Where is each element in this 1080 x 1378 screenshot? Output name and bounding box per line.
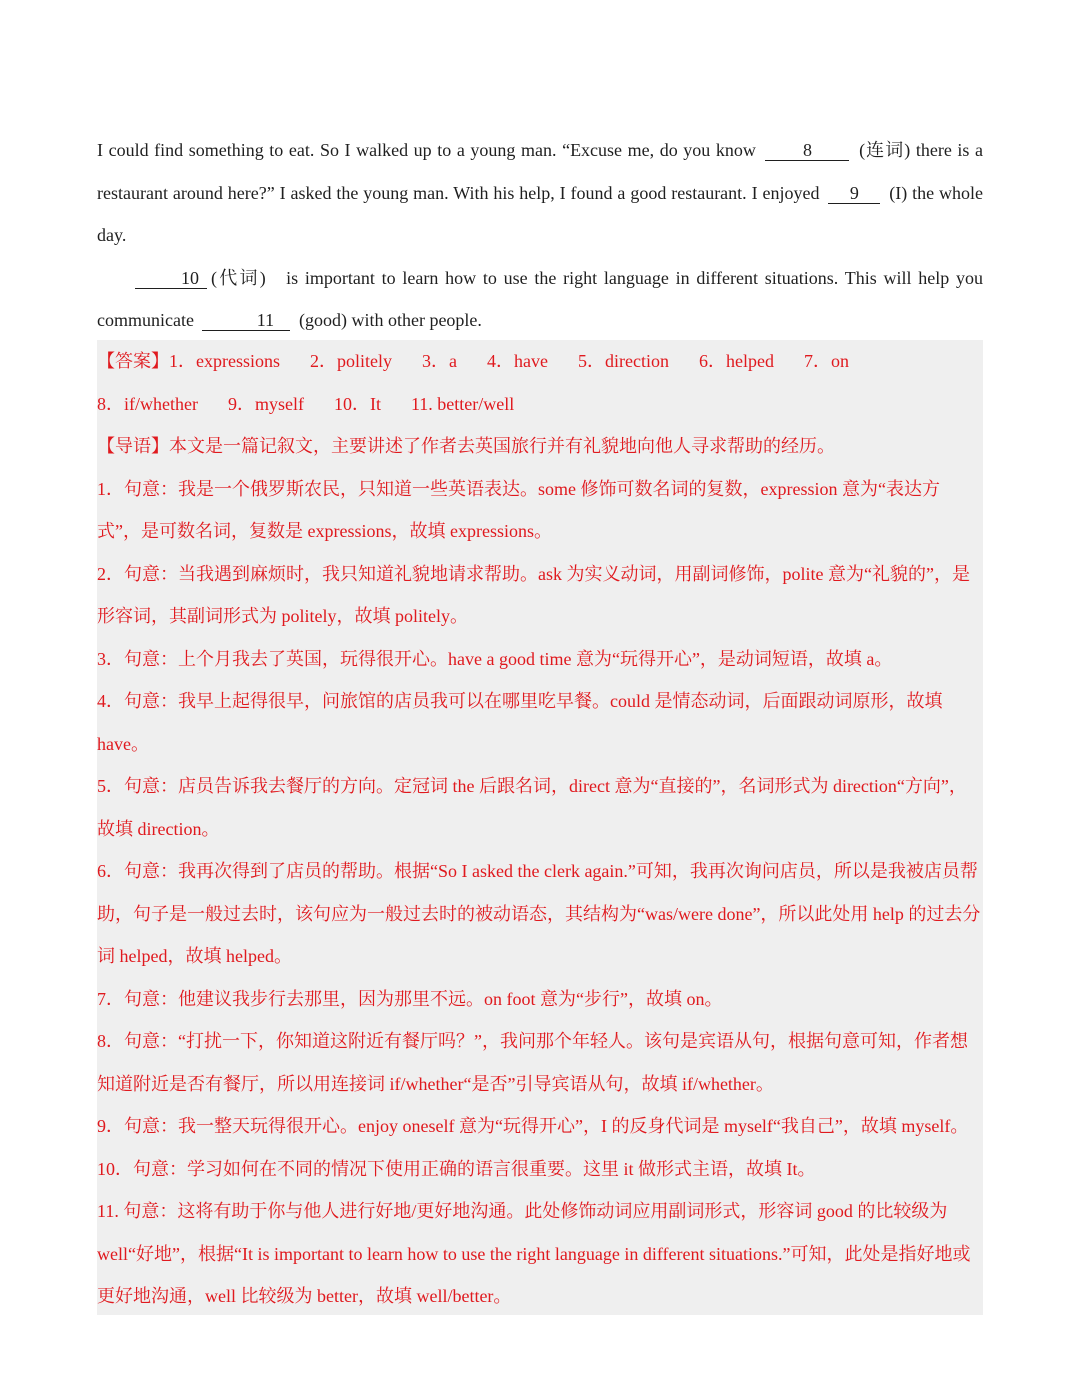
blank-11: 11 xyxy=(202,310,290,331)
explanation-5: 5．句意：店员告诉我去餐厅的方向。定冠词 the 后跟名词，direct 意为“直接的”，名词形式为 direction“方向”，故填 direction。 xyxy=(97,776,967,839)
answer-item: 7．on xyxy=(803,351,849,371)
passage-p2-mid: (代词) is important to learn how to use the right language in different situations. This will help you communicate xyxy=(97,267,983,330)
explanation-8: 8．句意：“打扰一下，你知道这附近有餐厅吗？”，我问那个年轻人。该句是宾语从句，根据句意可知，作者想知道附近是否有餐厅，所以用连接词 if/whether“是否”引导宾语从句，故填 if/whether。 xyxy=(97,1031,968,1094)
passage-text xyxy=(97,129,983,342)
explanation-7: 7．句意：他建议我步行去那里，因为那里不远。on foot 意为“步行”，故填 on。 xyxy=(97,988,723,1009)
answer-item: 8．if/whether xyxy=(97,393,198,414)
passage-line1-post: (I) the whole day. xyxy=(97,182,984,245)
answer-key-row-1 xyxy=(97,340,983,383)
explanation-2: 2．句意：当我遇到麻烦时，我只知道礼貌地请求帮助。ask 为实义动词，用副词修饰，polite 意为“礼貌的”，是形容词，其副词形式为 politely，故填 politely。 xyxy=(97,563,970,626)
answer-item: 5．direction xyxy=(577,351,669,371)
explanation-6: 6．句意：我再次得到了店员的帮助。根据“So I asked the clerk again.”可知，我再次询问店员，所以是我被店员帮助，句子是一般过去时，该句应为一般过去时的被动语态，其结构为“was/were done”，所以此处用 help 的过去分词 helped，故填 helped。 xyxy=(97,861,981,966)
explanation-3: 3．句意：上个月我去了英国，玩得很开心。have a good time 意为“玩得开心”，是动词短语，故填 a。 xyxy=(97,648,893,669)
answer-item: 6．helped xyxy=(698,351,774,371)
passage-line1-hint: (连词) there is a restaurant around here?” I asked the young man. With his help, I found a good restaurant. I enjoyed xyxy=(97,140,984,203)
passage-line1-pre: I could find something to eat. So I walked up to a young man. “Excuse me, do you know xyxy=(97,140,756,160)
explanation-10: 10．句意：学习如何在不同的情况下使用正确的语言很重要。这里 it 做形式主语，故填 It。 xyxy=(97,1158,816,1179)
blank-9: 9 xyxy=(828,183,880,204)
answer-item: 2．politely xyxy=(310,351,392,371)
answer-label: 【答案】 xyxy=(97,351,169,371)
passage-paragraph-1 xyxy=(97,129,983,257)
answer-key-row-2 xyxy=(97,383,983,426)
explanation-11: 11. 句意：这将有助于你与他人进行好地/更好地沟通。此处修饰动词应用副词形式，形容词 good 的比较级为 well“好地”，根据“It is important to learn how to use the right language in different situations.”可知，此处是指好地或更好地沟通，well 比较级为 better，故填 well/better。 xyxy=(97,1201,971,1306)
answer-item: 3．a xyxy=(422,351,457,371)
answer-item: 11. better/well xyxy=(410,393,515,414)
answer-item: 9．myself xyxy=(227,393,304,414)
passage-paragraph-2 xyxy=(97,257,983,342)
explanation-9: 9．句意：我一整天玩得很开心。enjoy oneself 意为“玩得开心”，I 的反身代词是 myself“我自己”，故填 myself。 xyxy=(97,1116,969,1136)
guide-text: 【导语】本文是一篇记叙文，主要讲述了作者去英国旅行并有礼貌地向他人寻求帮助的经历。 xyxy=(97,436,835,456)
answer-item: 10．It xyxy=(333,393,381,414)
explanation-4: 4．句意：我早上起得很早，问旅馆的店员我可以在哪里吃早餐。could 是情态动词，后面跟动词原形，故填 have。 xyxy=(97,691,943,754)
explanation-1: 1．句意：我是一个俄罗斯农民，只知道一些英语表达。some 修饰可数名词的复数，expression 意为“表达方式”，是可数名词，复数是 expressions，故填 expressions。 xyxy=(97,478,940,541)
blank-10: 10 xyxy=(135,268,207,289)
answer-item: 4．have xyxy=(487,351,548,371)
answer-section xyxy=(97,340,983,1315)
answer-item: 1．expressions xyxy=(169,351,280,371)
blank-8: 8 xyxy=(765,140,849,161)
passage-p2-post: (good) with other people. xyxy=(298,310,482,330)
